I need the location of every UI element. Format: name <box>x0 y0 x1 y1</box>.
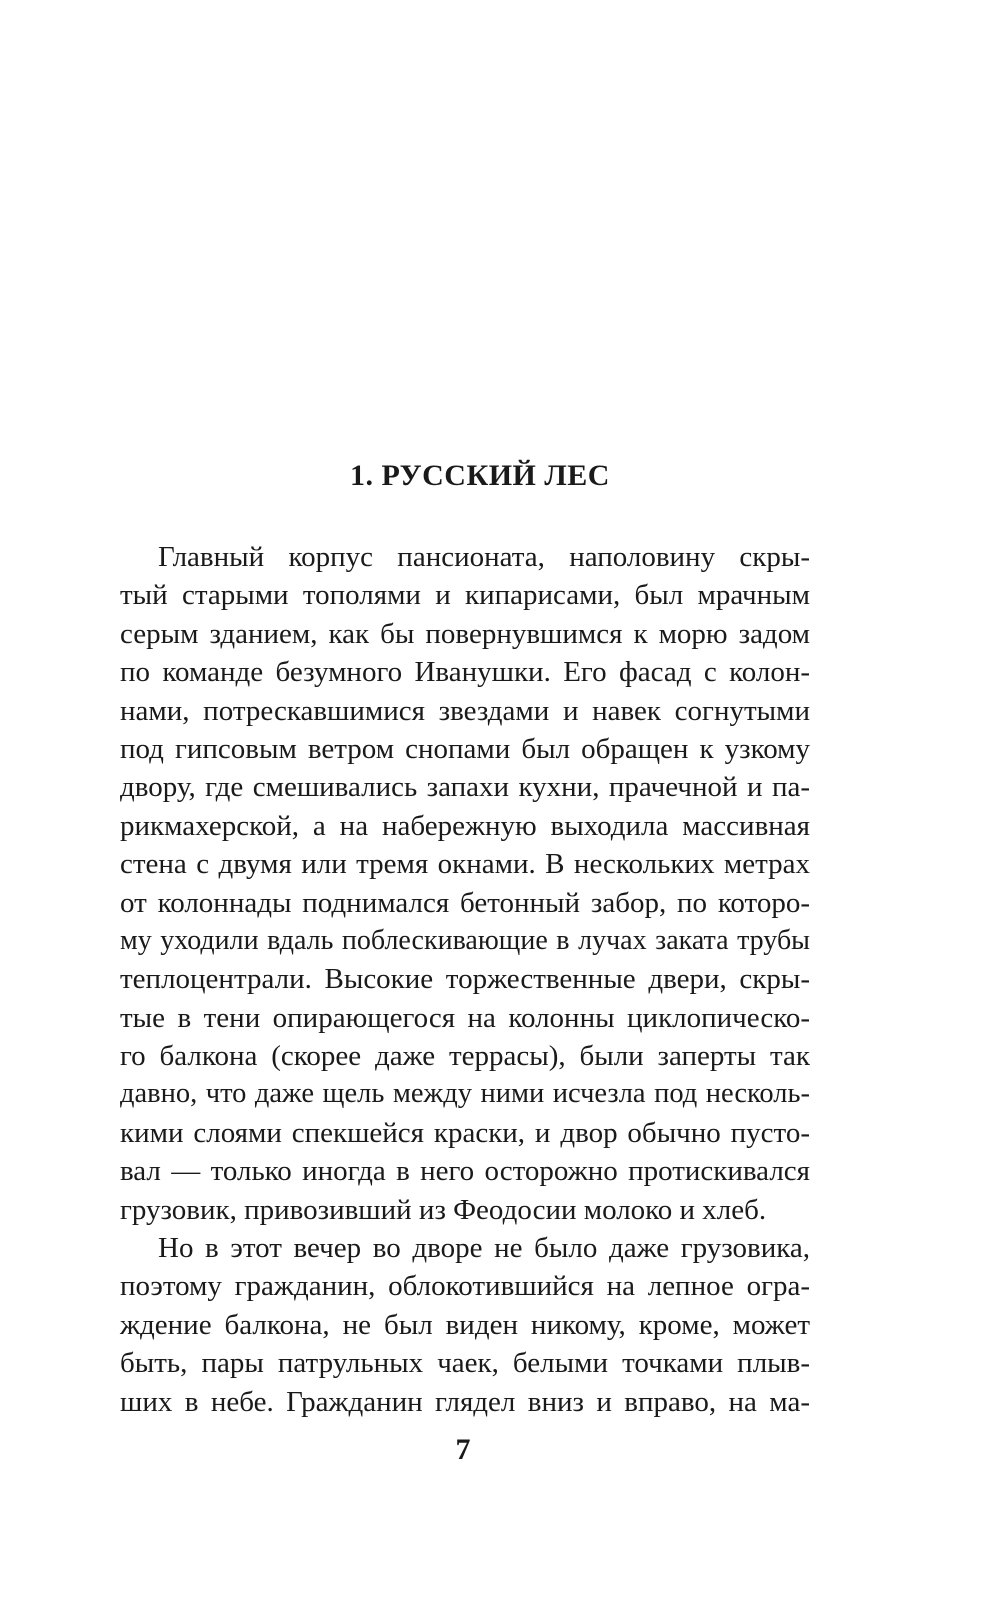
text-line: ших в небе. Гражданин глядел вниз и вправо, на ма- <box>120 1385 810 1418</box>
text-line: го балкона (скорее даже террасы), были заперты так <box>120 1040 810 1073</box>
text-line: грузовик, привозивший из Феодосии молоко и хлеб. <box>120 1193 767 1226</box>
text-line: ждение балкона, не был виден никому, кроме, может <box>120 1308 810 1341</box>
text-line: теплоцентрали. Высокие торжественные двери, скры- <box>120 963 810 996</box>
text-line: Но в этот вечер во дворе не было даже грузовика, <box>158 1232 810 1265</box>
text-line: рикмахерской, а на набережную выходила массивная <box>120 809 810 842</box>
text-line: давно, что даже щель между ними исчезла под несколь- <box>120 1078 810 1110</box>
text-line: от колоннады поднимался бетонный забор, по которо- <box>120 886 810 919</box>
text-line: вал — только иногда в него осторожно протискивался <box>120 1155 810 1188</box>
text-line: быть, пары патрульных чаек, белыми точками плыв- <box>120 1347 810 1380</box>
text-line: поэтому гражданин, облокотившийся на лепное огра- <box>120 1270 810 1303</box>
text-line: кими слоями спекшейся краски, и двор обычно пусто- <box>120 1116 810 1149</box>
text-line: му уходили вдаль поблескивающие в лучах заката трубы <box>120 924 810 956</box>
chapter-title: 1. РУССКИЙ ЛЕС <box>350 459 610 492</box>
text-line: под гипсовым ветром снопами был обращен к узкому <box>120 732 810 765</box>
text-line: серым зданием, как бы повернувшимся к морю задом <box>120 617 810 650</box>
text-line: тый старыми тополями и кипарисами, был мрачным <box>120 579 810 612</box>
text-line: стена с двумя или тремя окнами. В нескольких метрах <box>120 848 810 881</box>
text-line: Главный корпус пансионата, наполовину скры- <box>158 541 810 573</box>
text-line: тые в тени опирающегося на колонны циклопическо- <box>120 1001 810 1034</box>
page-number: 7 <box>455 1433 471 1466</box>
text-line: нами, потрескавшимися звездами и навек согнутыми <box>120 694 810 727</box>
text-line: двору, где смешивались запахи кухни, прачечной и па- <box>120 771 810 804</box>
paragraph-1 <box>120 538 810 1229</box>
text-line: по команде безумного Иванушки. Его фасад с колон- <box>120 656 810 689</box>
paragraph-2 <box>120 1229 810 1421</box>
body-text <box>120 538 810 1421</box>
